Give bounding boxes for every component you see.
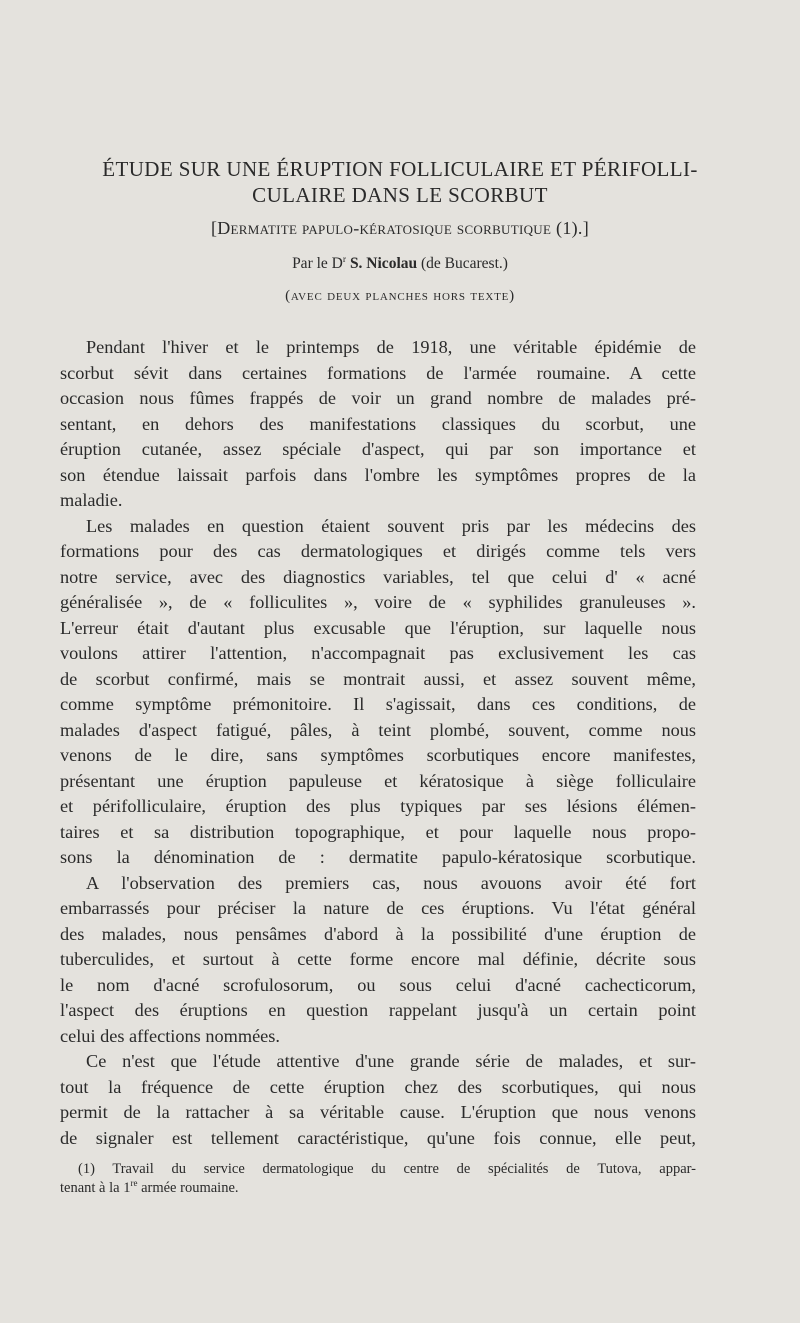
body-line: embarrassés pour préciser la nature de ces éruptions. Vu l'état général <box>60 898 696 918</box>
author-prefix: Par le D <box>292 255 343 272</box>
article-title <box>60 156 740 208</box>
title-line-2: CULAIRE DANS LE SCORBUT <box>252 183 548 207</box>
body-line: formations pour des cas dermatologiques et dirigés comme tels vers <box>60 541 696 561</box>
footnote-line-2 <box>60 1179 696 1198</box>
body-line: notre service, avec des diagnostics variables, tel que celui d' « acné <box>60 566 696 587</box>
body-line: sentant, en dehors des manifestations classiques du scorbut, une <box>60 413 696 434</box>
body-line: l'aspect des éruptions en question rappelant jusqu'à un certain point <box>60 1000 696 1020</box>
author-name: S. Nicolau <box>349 255 418 272</box>
body-line: son étendue laissait parfois dans l'ombre les symptômes propres de la <box>60 464 696 485</box>
footnote-line-2-prefix: tenant à la 1 <box>60 1180 131 1196</box>
body-line: comme symptôme prémonitoire. Il s'agissait, dans ces conditions, de <box>60 694 696 714</box>
body-line: A l'observation des premiers cas, nous avouons avoir été fort <box>86 872 696 893</box>
body-line: tuberculides, et surtout à cette forme encore mal définie, décrite sous <box>60 949 696 969</box>
body-line: généralisée », de « folliculites », voire de « syphilides granuleuses ». <box>60 592 696 612</box>
body-line: L'erreur était d'autant plus excusable que l'éruption, sur laquelle nous <box>60 617 696 638</box>
body-line: venons de le dire, sans symptômes scorbutiques encore manifestes, <box>60 745 696 765</box>
title-line-1: ÉTUDE SUR UNE ÉRUPTION FOLLICULAIRE ET PÉRIFOLLI- <box>102 157 698 181</box>
body-line: maladie. <box>60 490 123 510</box>
body-line: le nom d'acné scrofulosorum, ou sous celui d'acné cachecticorum, <box>60 974 696 995</box>
body-line: de scorbut confirmé, mais se montrait aussi, et assez souvent même, <box>60 668 696 689</box>
article-body <box>60 335 696 1151</box>
author-line <box>60 255 740 273</box>
body-line: de signaler est tellement caractéristique, qu'une fois connue, elle peut, <box>60 1127 696 1148</box>
body-line: Ce n'est que l'étude attentive d'une grande série de malades, et sur- <box>86 1051 696 1071</box>
body-line: celui des affections nommées. <box>60 1025 280 1046</box>
body-line: permit de la rattacher à sa véritable cause. L'éruption que nous venons <box>60 1102 696 1122</box>
body-line: Les malades en question étaient souvent pris par les médecins des <box>86 515 696 536</box>
body-line: occasion nous fûmes frappés de voir un grand nombre de malades pré- <box>60 388 696 408</box>
body-line: sons la dénomination de : dermatite papulo-kératosique scorbutique. <box>60 847 696 867</box>
body-line: tout la fréquence de cette éruption chez des scorbutiques, qui nous <box>60 1076 696 1097</box>
plates-note: (avec deux planches hors texte) <box>285 288 515 304</box>
footnote-line-2-suffix: armée roumaine. <box>137 1180 239 1196</box>
body-line: malades d'aspect fatigué, pâles, à teint plombé, souvent, comme nous <box>60 719 696 740</box>
article-subtitle: [Dermatite papulo-kératosique scorbutique (1).] <box>210 218 590 238</box>
body-line: voulons attirer l'attention, n'accompagnait pas exclusivement les cas <box>60 643 696 663</box>
body-line: scorbut sévit dans certaines formations de l'armée roumaine. A cette <box>60 362 696 383</box>
footnote-ordinal-sup: re <box>130 1178 138 1189</box>
body-line: et périfolliculaire, éruption des plus typiques par ses lésions élémen- <box>60 796 696 816</box>
body-line: éruption cutanée, assez spéciale d'aspect, qui par son importance et <box>60 439 696 459</box>
footnote-line-1: (1) Travail du service dermatologique du centre de spécialités de Tutova, appar- <box>78 1161 696 1177</box>
body-line: taires et sa distribution topographique, et pour laquelle nous propo- <box>60 821 696 842</box>
footnote <box>60 1160 696 1198</box>
body-line: des malades, nous pensâmes d'abord à la possibilité d'une éruption de <box>60 923 696 944</box>
author-affiliation: (de Bucarest.) <box>421 255 508 272</box>
body-line: présentant une éruption papuleuse et kératosique à siège folliculaire <box>60 770 696 791</box>
author-title-sup: r <box>342 253 347 265</box>
body-line: Pendant l'hiver et le printemps de 1918, une véritable épidémie de <box>86 337 696 357</box>
